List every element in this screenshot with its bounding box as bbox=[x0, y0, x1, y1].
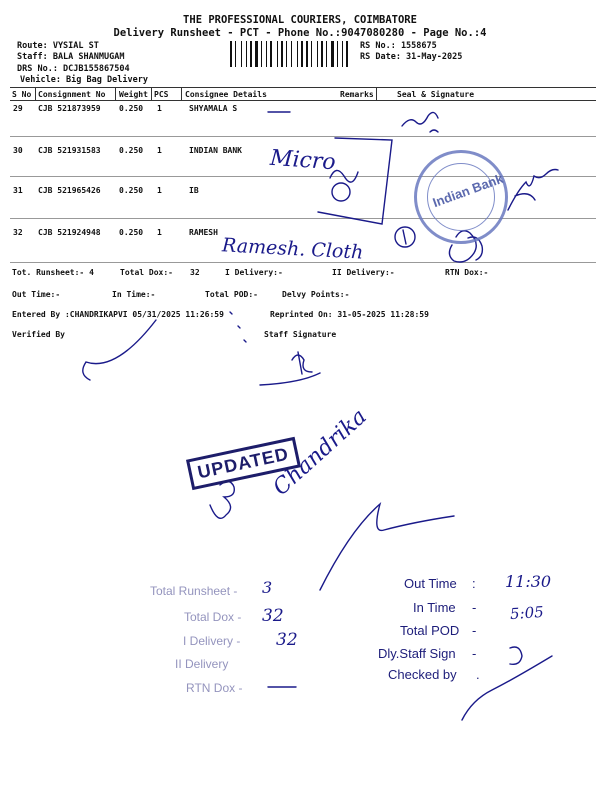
rs-number: RS No.: 1558675 bbox=[360, 41, 437, 51]
row-sno: 29 bbox=[13, 104, 23, 113]
handwritten-ramesh-cloth: Ramesh. Cloth bbox=[221, 234, 364, 264]
in-time-label: In Time:- bbox=[112, 290, 156, 299]
row-weight: 0.250 bbox=[119, 104, 144, 113]
colon-mark: - bbox=[472, 623, 477, 638]
initial-mark bbox=[210, 481, 234, 518]
staff-label: Staff: BALA SHANMUGAM bbox=[17, 52, 125, 62]
row-sno: 30 bbox=[13, 146, 23, 155]
col-pcs: PCS bbox=[154, 90, 169, 99]
colon-mark: - bbox=[472, 646, 477, 661]
tot-runsheet: Tot. Runsheet:- 4 bbox=[12, 268, 94, 277]
colon-mark: . bbox=[476, 667, 480, 682]
col-remarks: Remarks bbox=[340, 90, 374, 99]
runsheet-title: Delivery Runsheet - PCT - Phone No.:9047080280 - Page No.:4 bbox=[113, 27, 487, 39]
drs-label: DRS No.: DCJB155867504 bbox=[17, 64, 130, 74]
total-dox-value: 32 bbox=[190, 268, 200, 277]
stamp-in-time: In Time bbox=[413, 600, 456, 615]
row-consignment: CJB 521873959 bbox=[38, 104, 101, 113]
rs-date: RS Date: 31-May-2025 bbox=[360, 52, 463, 62]
col-weight: Weight bbox=[119, 90, 148, 99]
row-weight: 0.250 bbox=[119, 146, 144, 155]
row-pcs: 1 bbox=[157, 104, 162, 113]
stamp-total-pod: Total POD bbox=[400, 623, 460, 638]
total-dox-label: Total Dox:- bbox=[120, 268, 173, 277]
row-weight: 0.250 bbox=[119, 228, 144, 237]
delvy-points-label: Delvy Points:- bbox=[282, 290, 350, 299]
vehicle-label: Vehicle: Big Bag Delivery bbox=[20, 75, 148, 85]
row-consignee: RAMESH bbox=[189, 228, 218, 237]
out-time-label: Out Time:- bbox=[12, 290, 61, 299]
staff-signature-mark bbox=[260, 352, 320, 385]
row-consignee: SHYAMALA S bbox=[189, 104, 238, 113]
row-consignment: CJB 521965426 bbox=[38, 186, 101, 195]
row-pcs: 1 bbox=[157, 146, 162, 155]
company-title: THE PROFESSIONAL COURIERS, COIMBATORE bbox=[183, 14, 417, 26]
stamp-out-time: Out Time bbox=[404, 576, 457, 591]
colon-mark: : bbox=[472, 576, 476, 591]
stamp-i-delivery: I Delivery - bbox=[183, 634, 241, 648]
handwritten-micro: Micro bbox=[269, 145, 337, 176]
stamp-checked-by: Checked by bbox=[388, 667, 457, 682]
reprinted-on: Reprinted On: 31-05-2025 11:28:59 bbox=[270, 310, 429, 319]
col-seal: Seal & Signature bbox=[397, 90, 475, 99]
route-label: Route: VYSIAL ST bbox=[17, 41, 99, 51]
signature-row29 bbox=[402, 112, 438, 132]
bank-seal-name: Indian Bank bbox=[430, 170, 506, 211]
signature-seal bbox=[508, 170, 558, 211]
handwritten-dox-val: 32 bbox=[262, 606, 284, 626]
handwritten-out-time: 11:30 bbox=[505, 572, 552, 591]
col-consignee: Consignee Details bbox=[185, 90, 267, 99]
total-pod-label: Total POD:- bbox=[205, 290, 258, 299]
i-delivery-label: I Delivery:- bbox=[225, 268, 283, 277]
row-pcs: 1 bbox=[157, 186, 162, 195]
handwritten-in-time: 5:05 bbox=[509, 602, 545, 624]
row-sno: 32 bbox=[13, 228, 23, 237]
circle-mark bbox=[332, 183, 350, 201]
row-consignee: IB bbox=[189, 186, 199, 195]
rtn-dox-label: RTN Dox:- bbox=[445, 268, 489, 277]
verified-by-label: Verified By bbox=[12, 330, 65, 339]
staff-signature-label: Staff Signature bbox=[264, 330, 337, 339]
handwritten-chandrika: Chandrika bbox=[268, 404, 372, 501]
col-consignment: Consignment No bbox=[38, 90, 106, 99]
verified-tick bbox=[83, 320, 156, 380]
stamp-total-dox: Total Dox - bbox=[184, 610, 242, 624]
row-consignee: INDIAN BANK bbox=[189, 146, 242, 155]
bank-seal bbox=[414, 150, 508, 244]
stamp-rtn-dox: RTN Dox - bbox=[186, 681, 243, 695]
row-pcs: 1 bbox=[157, 228, 162, 237]
stamp-ii-delivery: II Delivery bbox=[175, 657, 229, 671]
ii-delivery-label: II Delivery:- bbox=[332, 268, 395, 277]
stamp-dly-staff-sign: Dly.Staff Sign bbox=[378, 646, 456, 661]
row-consignment: CJB 521924948 bbox=[38, 228, 101, 237]
updated-stamp: UPDATED bbox=[186, 437, 301, 490]
handwritten-idelivery-val: 32 bbox=[276, 630, 298, 650]
row-weight: 0.250 bbox=[119, 186, 144, 195]
row-consignment: CJB 521931583 bbox=[38, 146, 101, 155]
stamp-total-runsheet: Total Runsheet - bbox=[150, 584, 238, 598]
handwritten-runsheet-val: 3 bbox=[262, 578, 273, 597]
entered-by: Entered By :CHANDRIKAPVI 05/31/2025 11:26:59 bbox=[12, 310, 224, 319]
colon-mark: - bbox=[472, 600, 477, 615]
col-sno: S No bbox=[12, 90, 32, 99]
row-sno: 31 bbox=[13, 186, 23, 195]
